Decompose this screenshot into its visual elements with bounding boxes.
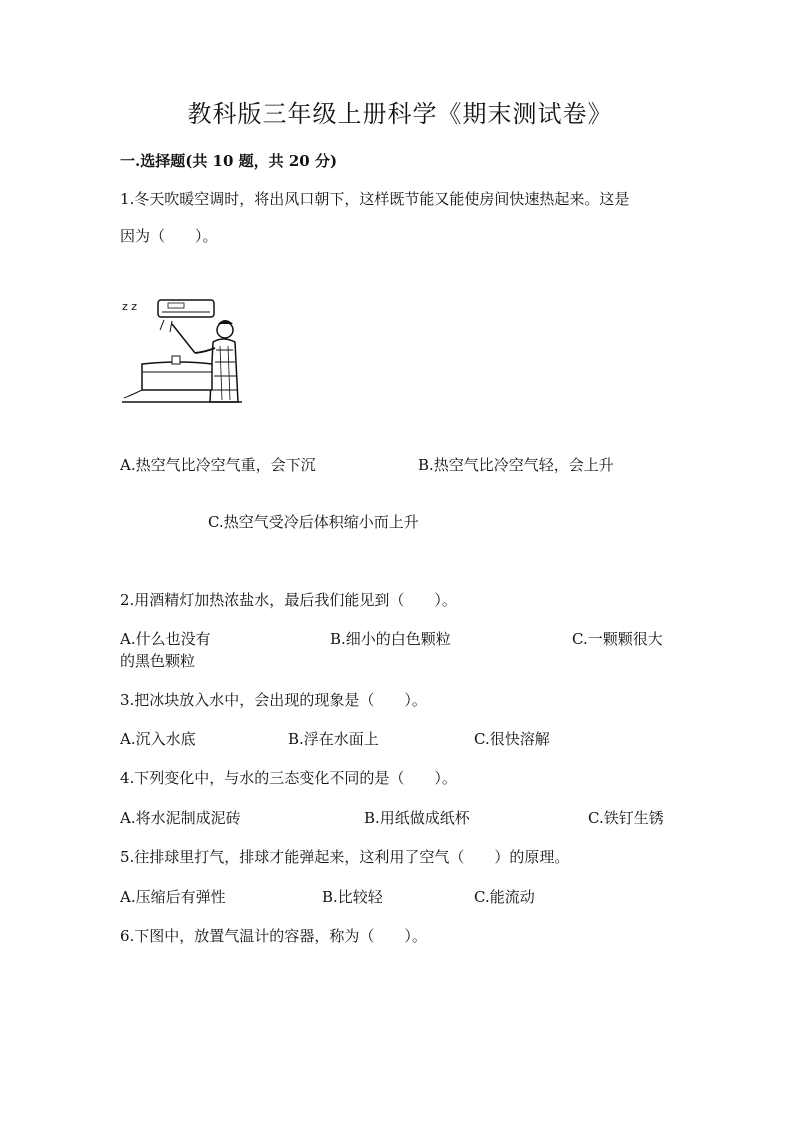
question-4-option-a: A.将水泥制成泥砖 <box>120 809 241 827</box>
question-3-option-c: C.很快溶解 <box>474 730 550 748</box>
question-2-option-c: C.一颗颗很大 <box>572 630 663 648</box>
question-4-option-c: C.铁钉生锈 <box>588 809 664 827</box>
question-3-option-b: B.浮在水面上 <box>288 730 379 748</box>
question-2-option-a: A.什么也没有 <box>120 630 211 648</box>
zz-text: z z <box>122 300 138 313</box>
question-5-option-a: A.压缩后有弹性 <box>120 888 226 906</box>
illustration-svg <box>120 290 245 410</box>
question-2-option-b: B.细小的白色颗粒 <box>330 630 451 648</box>
question-4-stem: 4.下列变化中，与水的三态变化不同的是（ ）。 <box>120 769 457 787</box>
question-5-option-c: C.能流动 <box>474 888 535 906</box>
question-2-stem: 2.用酒精灯加热浓盐水，最后我们能见到（ ）。 <box>120 591 457 609</box>
question-3-option-a: A.沉入水底 <box>120 730 196 748</box>
question-5-stem: 5.往排球里打气，排球才能弹起来，这利用了空气（ ）的原理。 <box>120 848 570 866</box>
question-5-option-b: B.比较轻 <box>322 888 383 906</box>
section-heading: 一.选择题(共 10 题，共 20 分) <box>120 152 338 170</box>
question-1-option-a: A.热空气比冷空气重，会下沉 <box>120 456 316 474</box>
question-1-line1: 1.冬天吹暖空调时，将出风口朝下，这样既节能又能使房间快速热起来。这是 <box>120 190 630 208</box>
question-1-option-c: C.热空气受冷后体积缩小而上升 <box>208 513 419 531</box>
question-3-stem: 3.把冰块放入水中，会出现的现象是（ ）。 <box>120 691 427 709</box>
question-4-option-b: B.用纸做成纸杯 <box>364 809 470 827</box>
question-1-line2: 因为（ ）。 <box>120 227 218 245</box>
question-2-option-c-wrap: 的黑色颗粒 <box>120 652 196 670</box>
air-conditioner-person-illustration <box>120 290 245 410</box>
page-title: 教科版三年级上册科学《期末测试卷》 <box>187 100 613 128</box>
question-1-option-b: B.热空气比冷空气轻，会上升 <box>418 456 614 474</box>
question-6-stem: 6.下图中，放置气温计的容器，称为（ ）。 <box>120 927 427 945</box>
